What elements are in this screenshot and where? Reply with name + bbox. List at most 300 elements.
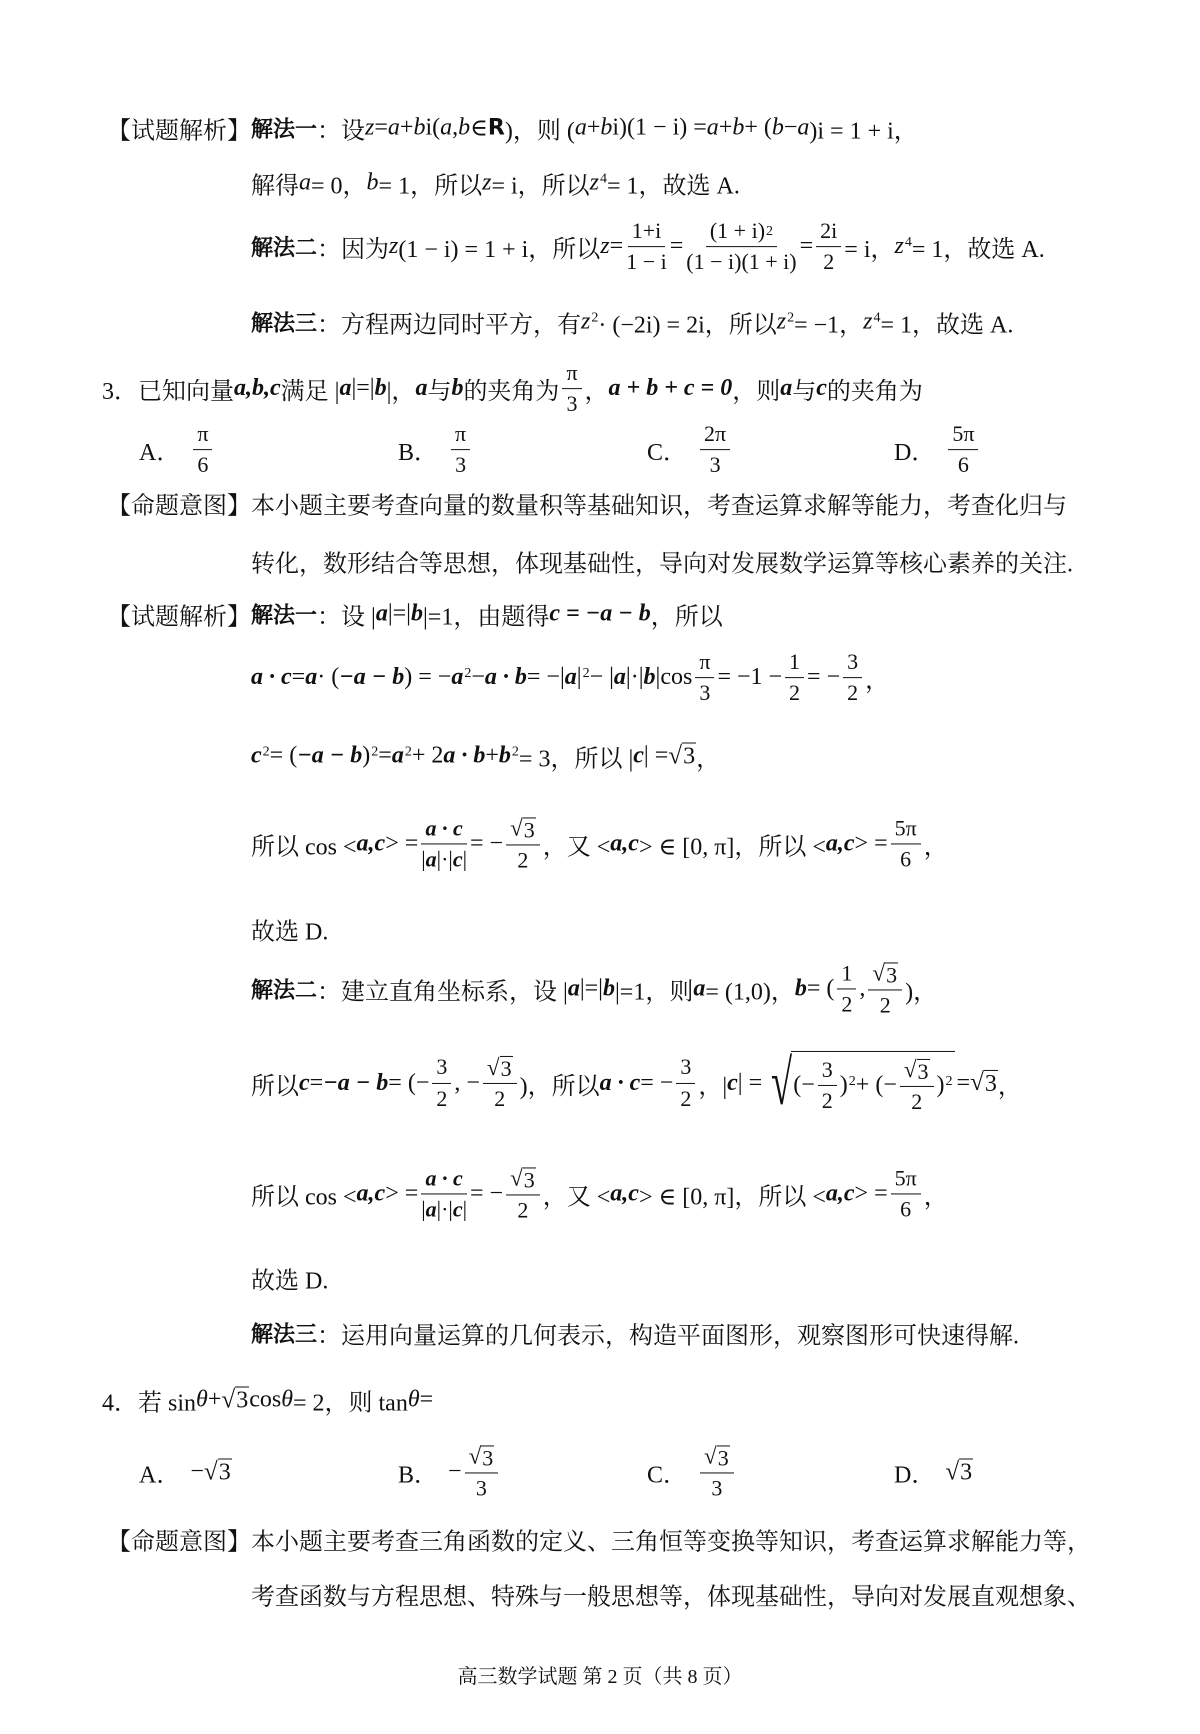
large-square-root	[764, 1046, 954, 1118]
fraction	[193, 421, 212, 479]
denominator	[566, 390, 577, 418]
text-line	[251, 218, 1045, 276]
numerator	[785, 649, 804, 678]
text-run: 2	[789, 680, 801, 706]
numerator	[891, 815, 921, 844]
bold-label: 解法三	[251, 1322, 318, 1348]
text-run: −	[448, 1458, 462, 1485]
math-variable: b	[413, 114, 426, 141]
text-run: π	[699, 649, 711, 675]
square-root	[221, 1386, 249, 1414]
text-run: =	[419, 1386, 434, 1413]
text-run: ：因为	[317, 237, 390, 264]
text-run: ：方程两边同时平方，有	[317, 312, 582, 339]
radicand: 3	[523, 1166, 535, 1192]
fraction	[700, 1442, 734, 1501]
text-line	[251, 1046, 1022, 1118]
vector-symbol: a · c	[251, 664, 292, 691]
fraction	[421, 1165, 467, 1223]
text-run: ：设 |	[317, 604, 376, 631]
text-run: +	[207, 1386, 222, 1413]
math-variable: a	[299, 169, 311, 196]
text-run: |=|	[351, 375, 375, 402]
vector-symbol: a · c	[599, 1069, 641, 1096]
bold-label: 解法一	[251, 603, 318, 629]
text-line	[107, 1522, 1091, 1557]
answer-option-b	[398, 421, 473, 479]
vector-symbol: a · c	[425, 1165, 463, 1191]
text-run: )	[936, 1072, 945, 1098]
text-run: , −	[454, 1069, 480, 1096]
text-run: 1	[841, 960, 853, 986]
numerator	[695, 649, 714, 678]
bold-label: 解法二	[251, 236, 318, 262]
math-variable: z	[863, 308, 873, 335]
text-run: · (	[317, 664, 340, 691]
text-run: 2i	[820, 218, 838, 244]
text-run: 4．若 sin	[102, 1390, 197, 1417]
text-run: | =	[737, 1069, 763, 1096]
denominator	[686, 248, 796, 276]
denominator	[789, 679, 800, 707]
text-run: 3	[709, 452, 721, 478]
denominator	[711, 1473, 722, 1501]
text-run: ，又 <	[542, 834, 611, 861]
text-run: = −	[640, 1069, 674, 1096]
text-run: 【试题解析】	[107, 118, 251, 145]
text-run: (1 − i)(1 + i)	[686, 249, 797, 275]
superscript: 2	[787, 310, 795, 325]
page-footer: 高三数学试题 第 2 页（共 8 页）	[457, 1666, 743, 1688]
denominator	[823, 248, 834, 276]
text-run: |·|	[625, 664, 644, 691]
denominator	[822, 1086, 833, 1114]
fraction	[948, 421, 978, 479]
vector-symbol: a	[693, 975, 706, 1002]
radicand	[791, 1051, 954, 1115]
bold-label: 解法二	[251, 978, 318, 1004]
text-run: )，所以	[519, 1073, 600, 1100]
text-run: 【试题解析】	[107, 604, 251, 631]
text-run: 6	[957, 452, 969, 478]
fraction	[843, 649, 862, 707]
text-run: = 1，所以	[378, 173, 483, 200]
math-variable: θ	[407, 1386, 420, 1413]
numerator	[421, 1165, 466, 1194]
fraction	[900, 1056, 934, 1115]
text-run: =	[309, 1069, 324, 1096]
vector-symbol: a · c	[425, 815, 463, 841]
fraction	[868, 959, 902, 1018]
text-run: 故选 D.	[251, 1268, 329, 1295]
text-run: = (	[269, 742, 298, 769]
square-root	[970, 1069, 998, 1097]
vector-symbol: a	[613, 664, 626, 691]
text-run: |·|	[436, 1196, 453, 1222]
text-run: = i，所以	[491, 173, 590, 200]
numerator	[193, 421, 212, 450]
text-run: ，	[584, 379, 609, 406]
text-line	[251, 1316, 1019, 1351]
text-run: > =	[385, 1180, 419, 1207]
text-run: |	[462, 846, 467, 872]
vector-symbol: a	[567, 975, 580, 1002]
text-run: = 2，则 tan	[292, 1390, 408, 1417]
numerator	[700, 421, 730, 450]
bold-label: 解法三	[251, 311, 318, 337]
denominator	[476, 1473, 487, 1501]
denominator	[841, 990, 852, 1018]
denominator	[455, 451, 466, 479]
radical-sign-icon: √	[970, 1069, 984, 1096]
text-line	[251, 1261, 328, 1296]
option-label: A．	[139, 440, 181, 467]
text-run: )i = 1 + i，	[809, 118, 918, 145]
text-run: =	[609, 233, 624, 260]
text-run: 3	[699, 680, 711, 706]
answer-option-d	[894, 421, 981, 479]
denominator	[710, 451, 721, 479]
numerator	[816, 218, 841, 247]
denominator	[880, 990, 891, 1018]
denominator	[436, 1084, 447, 1112]
text-run: > =	[854, 1180, 888, 1207]
numerator	[483, 1053, 517, 1084]
text-line	[107, 111, 918, 146]
answer-option-d	[894, 1455, 973, 1490]
math-variable: θ	[281, 1386, 293, 1413]
radical-sign-icon: √	[704, 1442, 717, 1469]
square-root	[469, 1442, 495, 1470]
math-variable: z	[776, 308, 787, 335]
text-run: ，|	[698, 1073, 728, 1100]
text-run: + 2	[411, 742, 444, 769]
text-run: = 3，所以 |	[518, 746, 634, 773]
fraction	[891, 1165, 921, 1223]
denominator	[911, 1087, 922, 1115]
vector-symbol: a	[425, 1196, 437, 1222]
vector-symbol: −a − b	[323, 1069, 389, 1096]
radical-sign-icon: √	[221, 1386, 236, 1413]
text-run: + (	[744, 114, 772, 141]
math-variable: z	[482, 169, 492, 196]
text-run: 2	[517, 1197, 529, 1223]
radicand: 3	[917, 1058, 929, 1084]
option-label: A．	[139, 1462, 181, 1489]
vector-symbol: a,c	[356, 1180, 386, 1207]
text-run: 解得	[251, 173, 299, 200]
text-run: ，	[923, 1184, 948, 1211]
text-run: |=|	[387, 600, 411, 627]
numerator	[843, 649, 862, 678]
superscript: 2	[591, 310, 599, 325]
text-run: =	[956, 1069, 971, 1096]
math-variable: a	[706, 114, 719, 141]
text-line	[251, 305, 1013, 340]
radical-sign-icon: √	[903, 1055, 917, 1082]
text-run: | =	[643, 742, 669, 769]
fraction	[695, 649, 714, 707]
vector-symbol: a	[780, 375, 793, 402]
text-run: 考查函数与方程思想、特殊与一般思想等，体现基础性，导向对发展直观想象、	[251, 1584, 1091, 1611]
text-run: = i，	[844, 237, 895, 264]
text-run: 6	[197, 452, 209, 478]
text-run: −	[471, 664, 485, 691]
denominator	[517, 845, 528, 873]
vector-symbol: c	[251, 742, 262, 769]
text-run: =	[669, 233, 684, 260]
text-run: 3	[566, 391, 578, 417]
numerator	[706, 218, 777, 247]
text-run: +	[718, 114, 733, 141]
vector-symbol: c	[452, 1196, 463, 1222]
denominator	[680, 1084, 691, 1112]
numerator	[868, 959, 902, 990]
text-line	[107, 597, 723, 632]
numerator	[948, 421, 978, 450]
text-line	[107, 486, 1067, 521]
text-line	[251, 814, 948, 873]
fraction	[676, 1054, 695, 1112]
denominator	[847, 679, 858, 707]
option-label: B．	[398, 1462, 439, 1489]
square-root	[510, 1164, 536, 1192]
text-run: 满足 |	[280, 379, 340, 406]
text-run: 3	[475, 1475, 487, 1501]
text-run: = 1，故选 A.	[880, 312, 1014, 339]
vector-symbol: b	[602, 975, 615, 1002]
option-label: B．	[398, 440, 439, 467]
denominator	[900, 845, 911, 873]
text-run: +	[586, 114, 601, 141]
text-run: 1 − i	[626, 249, 667, 275]
text-run: 5π	[894, 1165, 917, 1191]
text-run: = −	[469, 830, 504, 857]
text-run: = (	[806, 975, 835, 1002]
text-run: 3	[847, 649, 859, 675]
math-variable: b	[732, 114, 745, 141]
fraction	[483, 1053, 517, 1112]
text-run: 故选 D.	[251, 919, 329, 946]
option-label: D．	[894, 440, 936, 467]
superscript: 2	[262, 744, 270, 759]
square-root	[204, 1458, 232, 1486]
text-run: = −1 −	[717, 664, 783, 691]
text-run: (1 − i) = 1 + i，所以	[398, 237, 601, 264]
square-root	[668, 742, 696, 770]
square-root	[945, 1458, 973, 1486]
numerator	[506, 814, 540, 845]
answer-option-a	[139, 1455, 232, 1490]
text-run: ,	[452, 114, 459, 141]
text-run: 与	[427, 379, 452, 406]
text-run: ：建立直角坐标系，设 |	[317, 979, 568, 1006]
text-run: )	[362, 742, 371, 769]
superscript: 4	[599, 171, 607, 186]
numerator	[432, 1054, 451, 1083]
text-run: 3	[711, 1475, 723, 1501]
superscript: 2	[945, 1073, 953, 1089]
vector-symbol: b	[451, 375, 464, 402]
vector-symbol: c = −a − b	[549, 600, 651, 627]
text-line	[102, 1383, 433, 1418]
answer-option-b	[398, 1442, 501, 1501]
text-run: ，所以	[650, 604, 723, 631]
numerator	[676, 1054, 695, 1083]
vector-symbol: a	[375, 600, 388, 627]
fraction	[891, 815, 921, 873]
radical-sign-icon: √	[468, 1442, 482, 1469]
radical-sign-icon: √	[771, 1046, 793, 1118]
vector-symbol: a	[415, 375, 428, 402]
text-run: π	[197, 421, 209, 447]
vector-symbol: a,c	[610, 830, 639, 857]
text-run: 2	[847, 680, 859, 706]
fraction	[451, 421, 470, 479]
text-run: 2	[823, 249, 835, 275]
math-variable: a	[440, 114, 453, 141]
text-run: = (1,0)，	[705, 979, 795, 1006]
denominator	[494, 1084, 505, 1112]
text-run: 【命题意图】本小题主要考查向量的数量积等基础知识，考查运算求解等能力，考查化归与	[107, 493, 1067, 520]
fraction	[818, 1057, 837, 1115]
vector-symbol: a,c	[610, 1180, 639, 1207]
denominator	[699, 679, 710, 707]
text-run: 3	[455, 452, 467, 478]
text-run: ,	[859, 975, 866, 1002]
vector-symbol: c	[299, 1069, 310, 1096]
text-run: = −	[807, 664, 841, 691]
text-run: = 1，故选 A.	[606, 173, 740, 200]
text-run: 转化，数形结合等思想，体现基础性，导向对发展数学运算等核心素养的关注.	[251, 551, 1073, 578]
text-run: 与	[792, 379, 817, 406]
radicand: 3	[500, 1055, 512, 1081]
radicand: 3	[482, 1444, 494, 1470]
text-run: |	[462, 1196, 467, 1222]
denominator	[900, 1195, 911, 1223]
vector-symbol: a	[339, 375, 352, 402]
option-label: D．	[894, 1462, 936, 1489]
text-run: > ∈ [0, π]，所以 <	[638, 834, 826, 861]
vector-symbol: a	[564, 664, 577, 691]
fraction	[837, 960, 856, 1018]
radicand: 3	[236, 1387, 249, 1414]
text-run: i(	[425, 114, 441, 141]
superscript: 4	[873, 310, 881, 325]
text-run: +	[399, 114, 414, 141]
denominator	[958, 451, 969, 479]
text-run: = −1，	[794, 312, 864, 339]
text-run: ，	[923, 834, 948, 861]
text-run: 3	[436, 1054, 448, 1080]
radical-sign-icon: √	[668, 742, 683, 769]
vector-symbol: b	[374, 375, 387, 402]
text-run: |=|	[579, 975, 603, 1002]
math-variable: a	[387, 114, 400, 141]
math-variable: b	[458, 114, 471, 141]
text-line	[251, 649, 889, 707]
text-run: ，又 <	[542, 1184, 611, 1211]
vector-symbol: a,c	[825, 1180, 855, 1207]
square-root	[510, 814, 536, 842]
text-line	[251, 739, 720, 774]
text-run: |=1，则	[614, 979, 694, 1006]
text-run: > ∈ [0, π]，所以 <	[638, 1184, 826, 1211]
text-run: = (−	[388, 1069, 430, 1096]
text-run: |	[576, 664, 582, 691]
numerator	[421, 815, 466, 844]
text-run: 2	[680, 1085, 692, 1111]
text-run: 6	[900, 846, 912, 872]
square-root	[872, 959, 898, 987]
superscript: 2	[511, 744, 519, 759]
vector-symbol: a	[305, 664, 318, 691]
text-run: = −	[469, 1180, 504, 1207]
text-run: 1+i	[631, 218, 662, 244]
text-line	[251, 959, 937, 1018]
text-run: π	[566, 360, 578, 386]
text-run: 6	[900, 1196, 912, 1222]
text-run: |=1，由题得	[422, 604, 550, 631]
math-variable: a	[574, 114, 587, 141]
numerator	[891, 1165, 921, 1194]
text-run: |cos	[655, 664, 693, 691]
text-run: ，	[997, 1073, 1022, 1100]
text-run: )	[839, 1072, 848, 1098]
text-run: ，	[696, 746, 721, 773]
text-run: > =	[854, 830, 888, 857]
bold-label: R	[487, 115, 505, 141]
radicand: 3	[984, 1070, 997, 1097]
text-run: 所以 cos <	[251, 1184, 357, 1211]
numerator	[900, 1056, 934, 1087]
vector-symbol: b	[410, 600, 423, 627]
text-run: − |	[589, 664, 614, 691]
math-variable: b	[366, 169, 379, 196]
denominator	[626, 248, 667, 276]
bold-label: 解法一	[251, 117, 318, 143]
text-run: =	[291, 664, 306, 691]
vector-symbol: a	[425, 846, 437, 872]
text-run: i)(1 − i) =	[612, 114, 707, 141]
vector-symbol: c	[452, 846, 463, 872]
text-run: 5π	[894, 815, 917, 841]
text-run: 3．已知向量	[102, 379, 234, 406]
fraction	[432, 1054, 451, 1112]
text-run: ：运用向量运算的几何表示，构造平面图形，观察图形可快速得解.	[317, 1323, 1020, 1350]
answer-option-a	[139, 421, 215, 479]
text-run: 2	[436, 1085, 448, 1111]
denominator	[197, 451, 208, 479]
text-run: 所以	[251, 1073, 299, 1100]
text-run: |	[421, 846, 426, 872]
text-run: ，	[865, 668, 890, 695]
radicand: 3	[886, 961, 898, 987]
answer-option-c	[647, 421, 733, 479]
vector-symbol: a · b	[443, 742, 486, 769]
text-run: (1 + i)	[709, 218, 766, 244]
text-run: −	[783, 114, 798, 141]
math-variable: θ	[196, 1386, 208, 1413]
square-root	[487, 1053, 513, 1081]
radical-sign-icon: √	[510, 814, 523, 841]
text-run: 1	[789, 649, 801, 675]
text-line	[251, 544, 1073, 579]
superscript: 2	[371, 744, 379, 759]
superscript: 4	[904, 235, 912, 250]
text-run: −	[190, 1458, 204, 1485]
text-line	[251, 1164, 948, 1223]
